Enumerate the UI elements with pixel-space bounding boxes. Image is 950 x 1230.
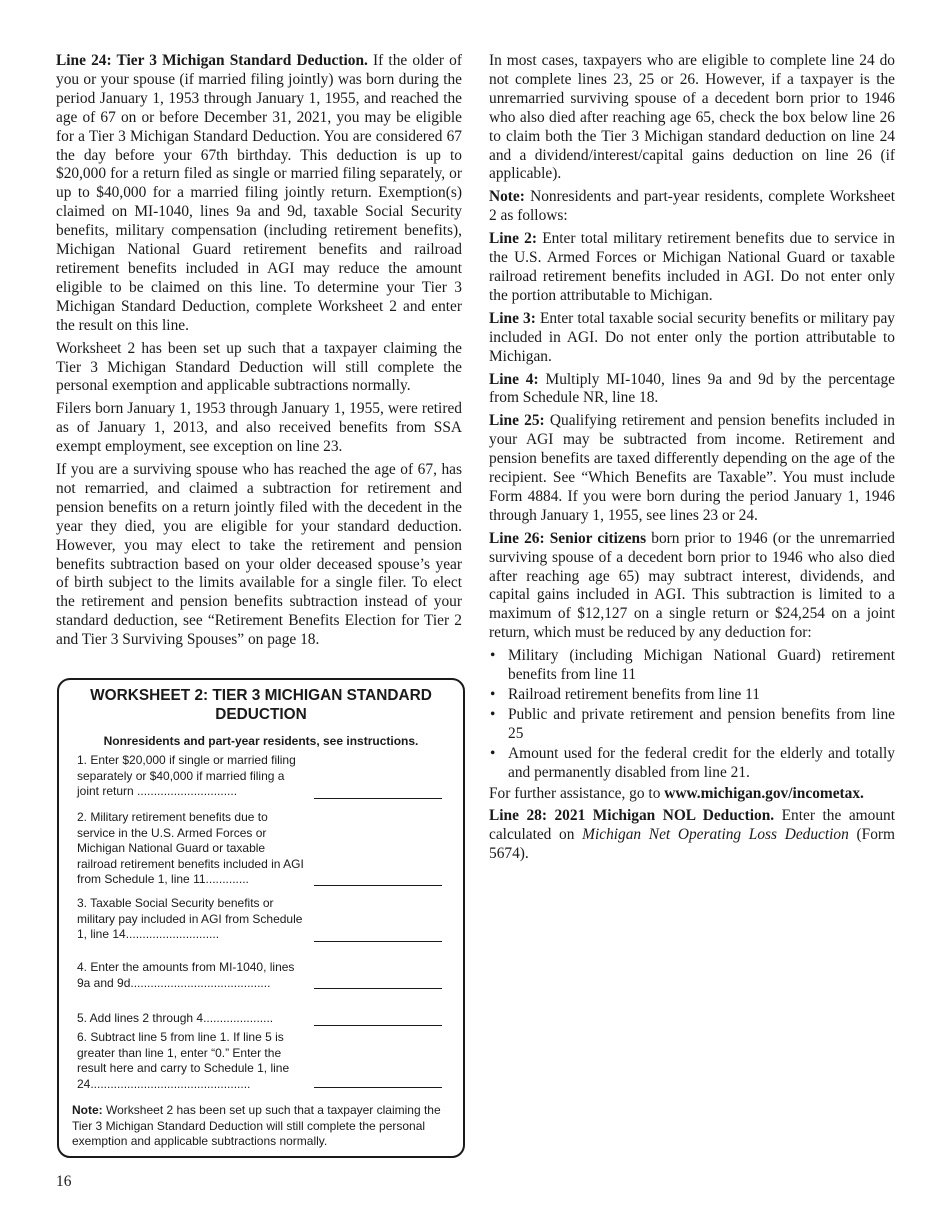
line26-text: born prior to 1946 (or the unremarried surviving spouse of a decedent born prior to 1946 who also died after reaching age 65) may subtract interest, dividends, and capital gains included in AGI. This subtraction is limited to a maximum of $12,127 on a single return or $24,254 on a joint return, which must be reduced by any deduction for: xyxy=(489,529,896,642)
line28-text-a: Enter the amount calculated on xyxy=(489,807,895,844)
worksheet-setup-paragraph: Worksheet 2 has been set up such that a taxpayer claiming the Tier 3 Michigan Standard Deduction will still complete the personal exemption and applicable subtractions normally. xyxy=(56,339,462,395)
page-number: 16 xyxy=(56,1173,72,1190)
line28-label: Line 28: 2021 Michigan NOL Deduction. xyxy=(489,807,775,825)
worksheet-title: WORKSHEET 2: TIER 3 MICHIGAN STANDARD DEDUCTION xyxy=(90,687,432,723)
line25-label: Line 25: xyxy=(489,412,545,430)
nonresident-note xyxy=(489,188,895,226)
nonresident-note-text: Nonresidents and part-year residents, complete Worksheet 2 as follows: xyxy=(489,188,895,225)
line2-text: Enter total military retirement benefits due to service in the U.S. Armed Forces or Michigan National Guard or taxable railroad retirement benefits included in AGI. Do not enter only the portion attributable to Michigan. xyxy=(489,230,895,304)
worksheet-line-3-entry[interactable] xyxy=(314,941,442,942)
line3-text: Enter total taxable social security benefits or military pay included in AGI. Do not enter only the portion attributable to Michigan. xyxy=(489,309,895,365)
worksheet-line-5-entry[interactable] xyxy=(314,1025,442,1026)
line28-paragraph xyxy=(489,807,895,864)
assistance-link[interactable]: www.michigan.gov/incometax. xyxy=(664,784,864,802)
worksheet-line-6: 6. Subtract line 5 from line 1. If line 5 is greater than line 1, enter “0.” Enter the result here and carry to Schedule 1, line 24................................................ xyxy=(77,1030,290,1091)
bullet-item: • Amount used for the federal credit for the elderly and totally and permanently disabled from line 21. xyxy=(489,745,895,783)
worksheet-note xyxy=(72,1103,450,1150)
worksheet-line-5: 5. Add lines 2 through 4..................... xyxy=(77,1011,274,1025)
line4-label: Line 4: xyxy=(489,370,539,388)
intro-paragraph: In most cases, taxpayers who are eligible to complete line 24 do not complete lines 23, 25 or 26. However, if a taxpayer is the unremarried surviving spouse of a decedent born prior to 1946 who also died after reaching age 65, check the box below line 26 to claim both the Tier 3 Michigan standard deduction on line 24 and a dividend/interest/capital gains deduction on line 26 (if applicable). xyxy=(489,52,895,183)
worksheet-note-label: Note: xyxy=(72,1103,103,1117)
bullet-item: • Public and private retirement and pension benefits from line 25 xyxy=(489,706,895,744)
worksheet-note-text: Worksheet 2 has been set up such that a taxpayer claiming the Tier 3 Michigan Standard Deduction will still complete the personal exemption and applicable subtractions normally. xyxy=(72,1103,441,1148)
right-column xyxy=(489,52,895,868)
worksheet-line-6-entry[interactable] xyxy=(314,1087,442,1088)
line2-paragraph xyxy=(489,230,895,306)
line26-paragraph xyxy=(489,530,895,643)
line24-title: Line 24: Tier 3 Michigan Standard Deduction. xyxy=(56,52,368,69)
worksheet-line-3: 3. Taxable Social Security benefits or military pay included in AGI from Schedule 1, line 14............................ xyxy=(77,896,303,941)
line3-label: Line 3: xyxy=(489,309,536,327)
assistance-text: For further assistance, go to xyxy=(489,784,661,802)
worksheet-line-4: 4. Enter the amounts from MI-1040, lines 9a and 9d.......................................... xyxy=(77,960,295,990)
worksheet-line-2-entry[interactable] xyxy=(314,885,442,886)
line26-label: Line 26: Senior citizens xyxy=(489,529,647,547)
worksheet-subtitle: Nonresidents and part-year residents, see instructions. xyxy=(103,734,419,748)
worksheet-line-1-entry[interactable] xyxy=(314,798,442,799)
line2-label: Line 2: xyxy=(489,230,537,248)
line28-form-name: Michigan Net Operating Loss Deduction xyxy=(582,826,849,844)
left-column xyxy=(56,52,462,654)
line25-paragraph xyxy=(489,412,895,525)
line4-text: Multiply MI-1040, lines 9a and 9d by the percentage from Schedule NR, line 18. xyxy=(489,370,895,407)
worksheet-line-2: 2. Military retirement benefits due to service in the U.S. Armed Forces or Michigan National Guard or taxable railroad retirement benefits included in AGI from Schedule 1, line 11............. xyxy=(77,810,304,886)
filers-paragraph: Filers born January 1, 1953 through January 1, 1955, were retired as of January 1, 2013, and also received benefits from SSA exempt employment, see exception on line 23. xyxy=(56,400,462,456)
surviving-spouse-paragraph: If you are a surviving spouse who has reached the age of 67, has not remarried, and claimed a subtraction for retirement and pension benefits on a return jointly filed with the decedent in the year they died, you are eligible for your standard deduction. However, you may elect to take the retirement and pension benefits subtraction based on your older deceased spouse’s year of birth subject to the limits available for a single filer. To elect the retirement and pension benefits subtraction instead of your standard deduction, see “Retirement Benefits Election for Tier 2 and Tier 3 Surviving Spouses” on page 18. xyxy=(56,461,462,649)
bullet-item: • Railroad retirement benefits from line 11 xyxy=(489,686,895,705)
line28-text-b: (Form 5674). xyxy=(489,826,895,863)
line25-text: Qualifying retirement and pension benefits included in your AGI may be subtracted from income. Retirement and pension benefits are taxed differently depending on the age of the recipient. See “Which Benefits are Taxable”. You must include Form 4884. If you were born during the period January 1, 1946 through January 1, 1955, see lines 23 or 24. xyxy=(489,412,895,524)
line3-paragraph xyxy=(489,310,895,367)
worksheet-line-4-entry[interactable] xyxy=(314,988,442,989)
nonresident-note-label: Note: xyxy=(489,188,525,206)
line4-paragraph xyxy=(489,371,895,409)
assistance-paragraph xyxy=(489,785,895,804)
line24-paragraph xyxy=(56,52,462,336)
line24-text: If the older of you or your spouse (if married filing jointly) was born during the period January 1, 1953 through January 1, 1955, and reached the age of 67 on or before December 31, 2021, you may be eligible for a Tier 3 Michigan Standard Deduction. You are considered 67 the day before your 67th birthday. This deduction is up to $20,000 for a return filed as single or married filing separately, or up to $40,000 for a married filing jointly return. Exemption(s) claimed on MI-1040, lines 9a and 9d, taxable Social Security benefits, military compensation (including retirement benefits), Michigan National Guard retirement benefits and railroad retirement benefits included in AGI may reduce the amount eligible to be claimed on this line. To determine your Tier 3 Michigan Standard Deduction, complete Worksheet 2 and enter the result on this line. xyxy=(56,52,462,334)
worksheet-line-1: 1. Enter $20,000 if single or married filing separately or $40,000 if married filing a joint return .............................. xyxy=(77,753,296,798)
bullet-item: • Military (including Michigan National Guard) retirement benefits from line 11 xyxy=(489,647,895,685)
deduction-bullet-list xyxy=(489,647,895,782)
worksheet-2-box xyxy=(57,678,465,1158)
